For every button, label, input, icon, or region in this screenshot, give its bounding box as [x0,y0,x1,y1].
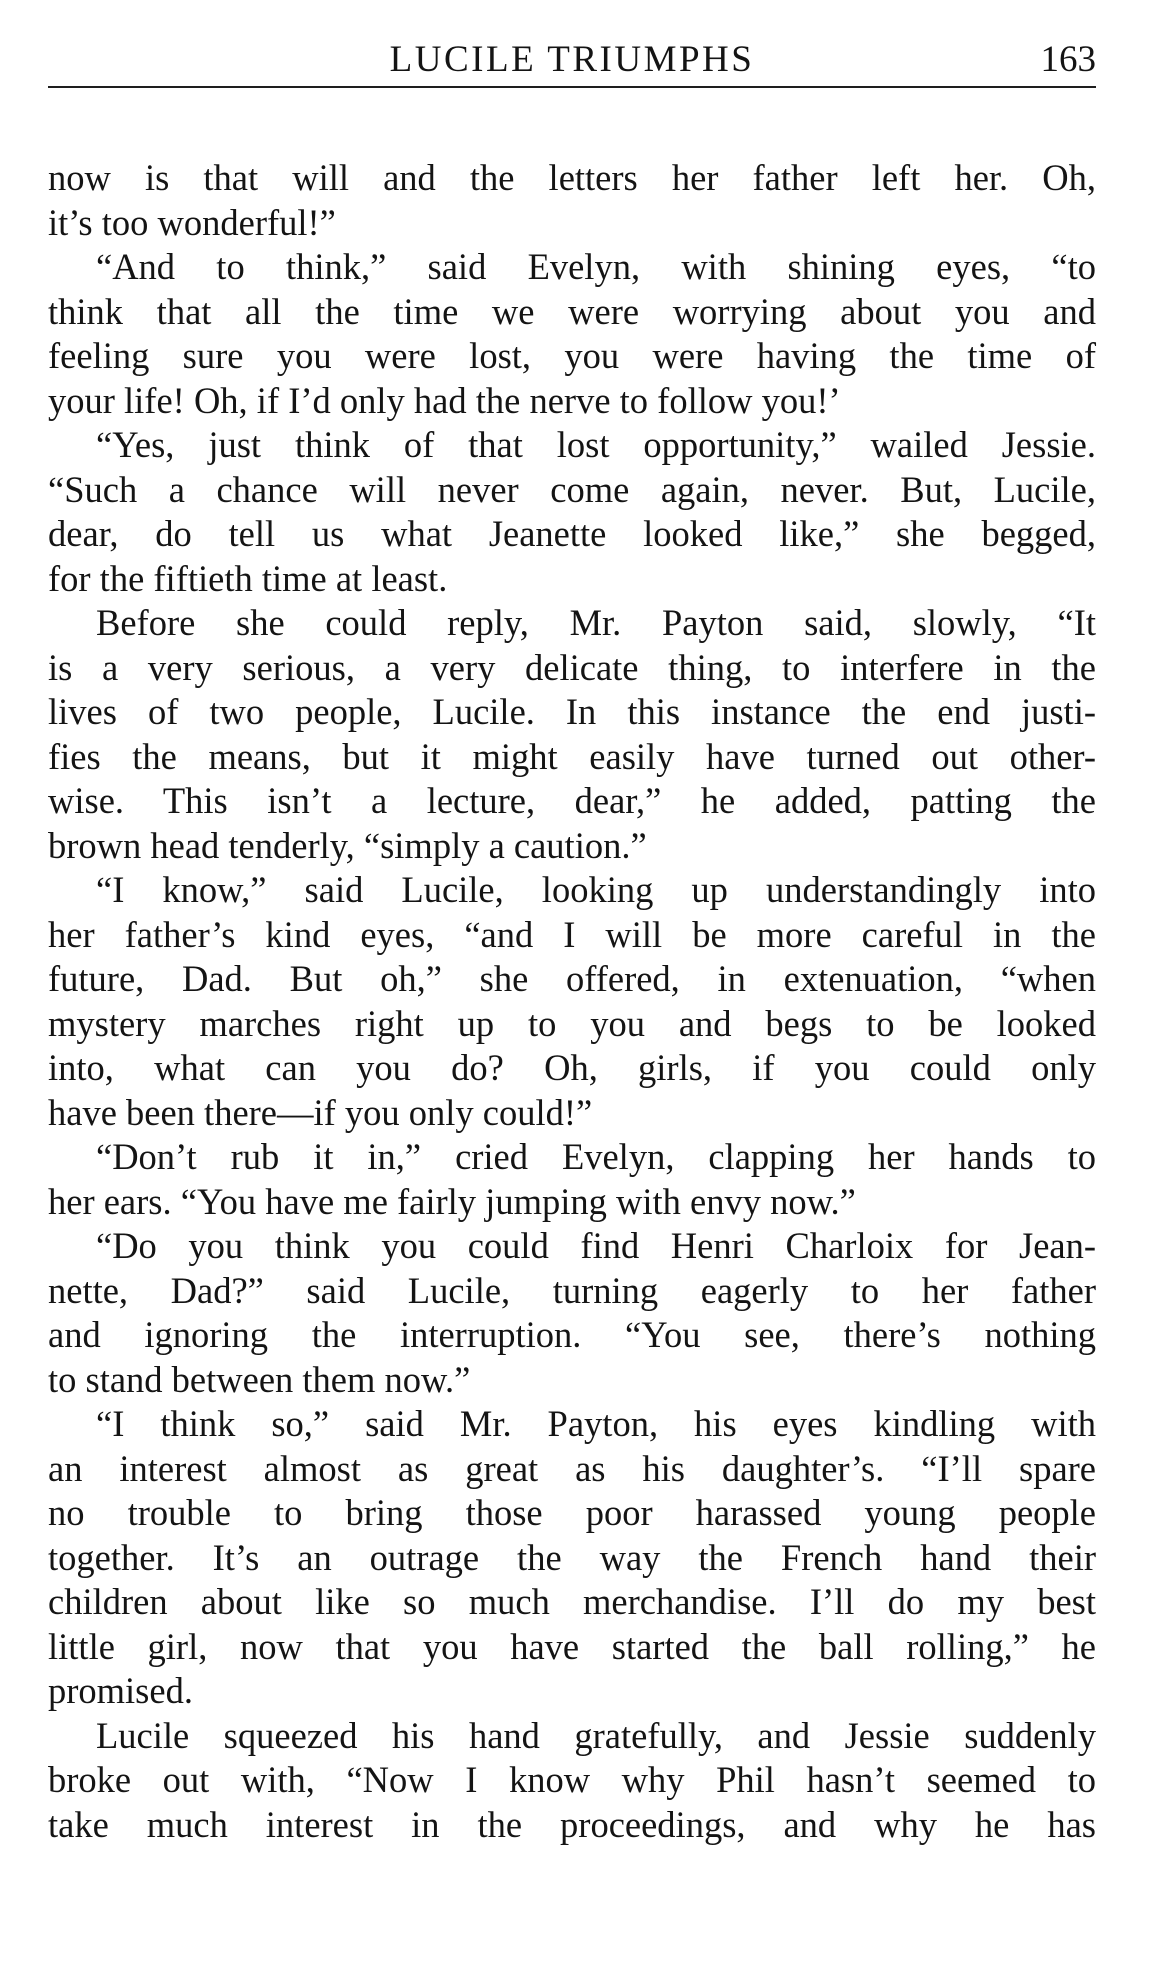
text-line: “I know,” said Lucile, looking up understandingly into [96,869,1096,910]
text-line: your life! Oh, if I’d only had the nerve to follow you!’ [48,379,841,421]
text-line: fies the means, but it might easily have turned out other- [48,735,1096,777]
text-line: broke out with, “Now I know why Phil hasn’t seemed to [48,1759,1096,1800]
text-line: into, what can you do? Oh, girls, if you could only [48,1047,1096,1088]
text-line: brown head tenderly, “simply a caution.” [48,824,647,866]
text-line: now is that will and the letters her father left her. Oh, [48,157,1096,198]
text-line: “Yes, just think of that lost opportunity,” wailed Jessie. [96,424,1096,465]
text-line: “And to think,” said Evelyn, with shining eyes, “to [96,246,1096,287]
text-line: for the fiftieth time at least. [48,557,448,599]
text-line: take much interest in the proceedings, and why he has [48,1803,1096,1845]
text-line: nette, Dad?” said Lucile, turning eagerly to her father [48,1269,1096,1311]
text-line: wise. This isn’t a lecture, dear,” he added, patting the [48,780,1096,821]
text-line: “Such a chance will never come again, never. But, Lucile, [48,468,1096,510]
text-line: promised. [48,1670,193,1711]
text-line: is a very serious, a very delicate thing, to interfere in the [48,646,1096,688]
text-line: little girl, now that you have started the ball rolling,” he [48,1625,1096,1667]
text-line: it’s too wonderful!” [48,201,336,243]
text-line: her father’s kind eyes, “and I will be more careful in the [48,913,1096,955]
text-line: and ignoring the interruption. “You see, there’s nothing [48,1314,1096,1355]
text-line: dear, do tell us what Jeanette looked like,” she begged, [48,513,1096,554]
text-line: her ears. “You have me fairly jumping with envy now.” [48,1180,856,1222]
text-line: future, Dad. But oh,” she offered, in extenuation, “when [48,958,1096,999]
text-line: “Do you think you could find Henri Charloix for Jean- [96,1225,1096,1266]
text-line: “Don’t rub it in,” cried Evelyn, clapping her hands to [96,1136,1096,1177]
page-number: 163 [1040,39,1096,80]
text-line: “I think so,” said Mr. Payton, his eyes kindling with [96,1403,1096,1444]
text-line: together. It’s an outrage the way the French hand their [48,1536,1096,1578]
text-line: feeling sure you were lost, you were having the time of [48,335,1096,376]
text-line: Lucile squeezed his hand gratefully, and Jessie suddenly [96,1714,1096,1756]
body-text [48,156,1096,1847]
running-title: LUCILE TRIUMPHS [389,39,755,80]
text-line: to stand between them now.” [48,1358,471,1400]
text-line: an interest almost as great as his daughter’s. “I’ll spare [48,1447,1096,1489]
text-line: think that all the time we were worrying about you and [48,290,1096,332]
text-line: lives of two people, Lucile. In this instance the end justi- [48,691,1096,732]
text-line: Before she could reply, Mr. Payton said, slowly, “It [96,602,1096,643]
text-line: no trouble to bring those poor harassed young people [48,1492,1096,1533]
text-line: have been there—if you only could!” [48,1091,593,1133]
text-line: mystery marches right up to you and begs to be looked [48,1002,1096,1044]
running-head [48,36,1096,88]
text-line: children about like so much merchandise. I’ll do my best [48,1581,1096,1622]
